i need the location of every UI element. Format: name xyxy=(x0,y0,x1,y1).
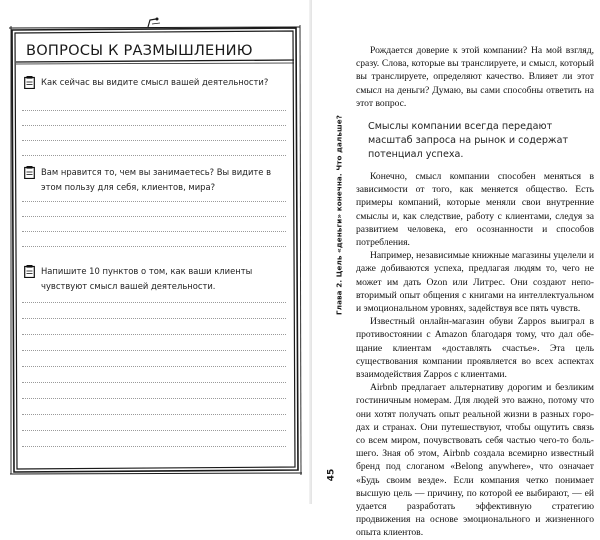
answer-line xyxy=(22,110,286,111)
body-paragraphs xyxy=(356,170,594,540)
notepad-icon xyxy=(24,265,35,278)
notepad-icon xyxy=(24,166,35,179)
answer-line xyxy=(22,231,286,232)
question-text: Напишите 10 пунктов о том, как ваши клиенты чувствуют смысл вашей деятельности. xyxy=(41,266,253,291)
answer-line xyxy=(22,318,286,319)
page-number: 45 xyxy=(326,468,337,482)
intro-paragraph xyxy=(356,44,594,110)
running-head xyxy=(312,0,352,504)
answer-line xyxy=(22,216,286,217)
left-page xyxy=(0,0,312,504)
answer-line xyxy=(22,140,286,141)
question-1 xyxy=(24,75,284,90)
notepad-icon xyxy=(24,76,35,89)
question-2 xyxy=(24,165,284,195)
answer-line xyxy=(22,366,286,367)
paragraph: Например, независимые книжные магазины уцелели и даже добиваются успеха, предлагая людям то, чего не может им дать Ozon или Литрес. Они создают неповторимый опыт общения с книгами на интеллектуальном и эмоциональном уровнях, задействуя все пять чувств. xyxy=(356,250,594,315)
answer-line xyxy=(22,302,286,303)
answer-line xyxy=(22,398,286,399)
chapter-title: Глава 2. Цель «деньги» конечна. Что дальше? xyxy=(334,115,344,315)
answer-line xyxy=(22,246,286,247)
answer-line xyxy=(22,430,286,431)
paragraph: Известный онлайн-магазин обуви Zappos выиграл в противостоянии с Amazon благодаря тому, что дал обещание клиентам «доставлять счастье». Эта цель существования компании проявляется во всех аспектах взаимодействия Zappos с клиентами. xyxy=(356,316,594,381)
question-text: Как сейчас вы видите смысл вашей деятельности? xyxy=(41,77,269,87)
question-3 xyxy=(24,264,284,294)
paragraph: Airbnb предлагает альтернативу дорогим и безликим гостиничным номерам. Для людей это важно, потому что они хотят получать опыт реальной жизни в разных городах и странах. Они путешествуют, чтобы ощутить связь со всем миром, почувствовать себя частью чего-то большего. Зная об этом, Airbnb создала всемирно известный бренд под слоганом «Belong anywhere», что означает «Будь своим везде». Если компания четко понимает высшую цель — причину, по которой ее выбирают, — ей удается разработать эффективную стратегию продвижения на основе эмоционального и жизненного опыта клиентов. xyxy=(356,382,594,539)
answer-line xyxy=(22,446,286,447)
paragraph: Рождается доверие к этой компании? На мой взгляд, сразу. Слова, которые вы транслируете, и смысл, который вы транслируете, определяют качество. Влияет ли этот смысл на деньги? Думаю, вы сами способны ответить на этот вопрос. xyxy=(356,45,594,109)
answer-line xyxy=(22,382,286,383)
page-title: ВОПРОСЫ К РАЗМЫШЛЕНИЮ xyxy=(26,42,253,59)
paragraph: Конечно, смысл компании способен меняться в зависимости от того, как меняется общество. Есть примеры компаний, которые меняли свои внутренние смыслы и, как следствие, работу с клиентами, следуя за развитием человека, его осознанности и способов потребления. xyxy=(356,171,594,249)
answer-line xyxy=(22,125,286,126)
answer-line xyxy=(22,350,286,351)
callout-quote: Смыслы компании всегда передают масштаб запроса на рынок и содержат потенциал успеха. xyxy=(368,121,569,160)
answer-line xyxy=(22,414,286,415)
answer-line xyxy=(22,201,286,202)
answer-line xyxy=(22,155,286,156)
answer-line xyxy=(22,334,286,335)
question-text: Вам нравится то, чем вы занимаетесь? Вы видите в этом пользу для себя, клиентов, мира? xyxy=(41,167,272,192)
